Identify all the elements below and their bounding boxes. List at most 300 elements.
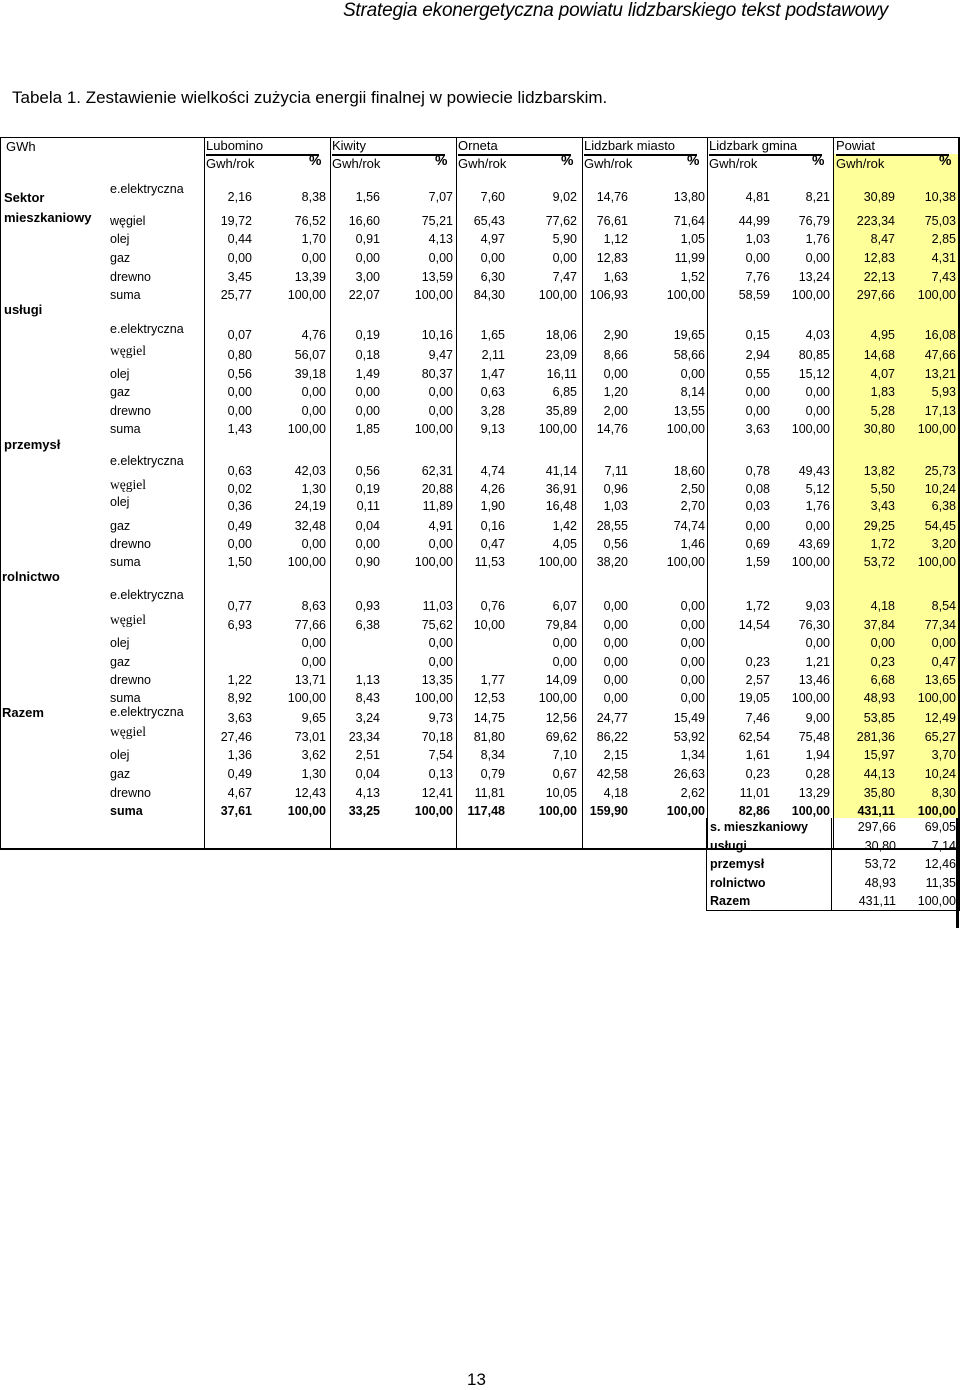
row-label-wegiel: węgiel xyxy=(110,612,146,627)
table-cell: 4,03 xyxy=(805,328,830,342)
table-cell: 65,27 xyxy=(924,730,956,744)
row-label-wegiel: węgiel xyxy=(110,214,146,228)
table-cell: 0,00 xyxy=(428,251,453,265)
table-cell: 3,43 xyxy=(870,499,895,513)
table-cell: 2,94 xyxy=(745,348,770,362)
table-cell: 0,00 xyxy=(603,655,628,669)
table-cell: 18,60 xyxy=(673,464,705,478)
table-cell: 13,55 xyxy=(673,404,705,418)
table-cell: 1,03 xyxy=(603,499,628,513)
table-cell: 0,00 xyxy=(680,673,705,687)
table-cell: 0,00 xyxy=(428,655,453,669)
table-cell: 0,00 xyxy=(301,385,326,399)
table-cell: 3,70 xyxy=(931,748,956,762)
table-cell: 4,74 xyxy=(480,464,505,478)
table-cell: 0,00 xyxy=(603,367,628,381)
summary-label: usługi xyxy=(710,838,747,853)
table-cell: 1,61 xyxy=(745,748,770,762)
table-cell: 0,00 xyxy=(805,636,830,650)
row-label-suma: suma xyxy=(110,555,141,569)
table-cell: 2,50 xyxy=(680,482,705,496)
table-cell: 44,13 xyxy=(863,767,895,781)
table-cell: 0,77 xyxy=(227,599,252,613)
table-cell: 281,36 xyxy=(856,730,895,744)
row-label-olej: olej xyxy=(110,232,130,246)
table-cell: 0,47 xyxy=(480,537,505,551)
table-cell: 6,07 xyxy=(552,599,577,613)
table-cell: 7,54 xyxy=(428,748,453,762)
table-cell: 0,19 xyxy=(355,482,380,496)
table-cell: 3,24 xyxy=(355,711,380,725)
table-cell: 1,72 xyxy=(745,599,770,613)
table-cell: 1,30 xyxy=(301,482,326,496)
table-cell: 100,00 xyxy=(287,804,326,818)
table-cell: 0,00 xyxy=(745,404,770,418)
table-cell: 25,77 xyxy=(220,288,252,302)
row-label-suma: suma xyxy=(110,422,141,436)
table-cell: 4,81 xyxy=(745,190,770,204)
table-cell: 100,00 xyxy=(666,555,705,569)
table-cell: 27,46 xyxy=(220,730,252,744)
table-cell: 42,58 xyxy=(596,767,628,781)
table-cell: 1,34 xyxy=(680,748,705,762)
table-cell: 100,00 xyxy=(414,804,453,818)
table-cell: 100,00 xyxy=(791,555,830,569)
table-cell: 0,00 xyxy=(603,618,628,632)
table-cell: 0,00 xyxy=(552,655,577,669)
table-cell: 3,28 xyxy=(480,404,505,418)
table-cell: 2,90 xyxy=(603,328,628,342)
table-cell: 75,62 xyxy=(421,618,453,632)
table-caption: Tabela 1. Zestawienie wielkości zużycia energii finalnej w powiecie lidzbarskim. xyxy=(12,88,608,107)
table-cell: 1,65 xyxy=(480,328,505,342)
table-cell: 76,61 xyxy=(596,214,628,228)
table-cell: 100,00 xyxy=(538,555,577,569)
table-cell: 30,80 xyxy=(863,422,895,436)
unit-header: Gwh/rok xyxy=(709,156,758,171)
table-cell: 6,30 xyxy=(480,270,505,284)
table-cell: 100,00 xyxy=(917,691,956,705)
table-cell: 75,03 xyxy=(924,214,956,228)
table-cell: 14,09 xyxy=(545,673,577,687)
table-cell: 10,00 xyxy=(473,618,505,632)
table-cell: 7,76 xyxy=(745,270,770,284)
table-cell: 9,73 xyxy=(428,711,453,725)
table-cell: 3,63 xyxy=(227,711,252,725)
table-cell: 13,80 xyxy=(673,190,705,204)
table-cell: 17,13 xyxy=(924,404,956,418)
city-header: Lidzbark gmina xyxy=(709,138,798,153)
table-cell: 77,62 xyxy=(545,214,577,228)
table-cell: 1,63 xyxy=(603,270,628,284)
table-cell: 0,02 xyxy=(227,482,252,496)
row-label-gaz: gaz xyxy=(110,519,131,533)
table-cell: 8,66 xyxy=(603,348,628,362)
table-cell: 15,97 xyxy=(863,748,895,762)
table-cell: 0,00 xyxy=(680,655,705,669)
percent-header: % xyxy=(687,152,700,168)
page-number: 13 xyxy=(467,1370,486,1389)
table-cell: 0,00 xyxy=(745,251,770,265)
table-cell: 0,00 xyxy=(428,404,453,418)
table-cell: 0,93 xyxy=(355,599,380,613)
section-label: rolnictwo xyxy=(2,569,60,584)
section-label: przemysł xyxy=(4,437,61,452)
row-label-olej: olej xyxy=(110,636,130,650)
table-cell: 100,00 xyxy=(917,422,956,436)
table-cell: 30,89 xyxy=(863,190,895,204)
table-cell: 4,18 xyxy=(603,786,628,800)
table-cell: 6,85 xyxy=(552,385,577,399)
unit-header: Gwh/rok xyxy=(584,156,633,171)
table-cell: 9,02 xyxy=(552,190,577,204)
summary-pct: 69,05 xyxy=(924,820,956,834)
table-cell: 62,31 xyxy=(421,464,453,478)
row-label-wegiel: węgiel xyxy=(110,343,146,358)
table-cell: 0,00 xyxy=(355,404,380,418)
row-label-drewno: drewno xyxy=(110,270,151,284)
table-cell: 100,00 xyxy=(538,422,577,436)
table-cell: 1,50 xyxy=(227,555,252,569)
table-cell: 0,00 xyxy=(805,404,830,418)
table-cell: 7,11 xyxy=(604,464,628,478)
table-cell: 100,00 xyxy=(917,804,956,818)
table-cell: 0,91 xyxy=(355,232,380,246)
table-cell: 18,06 xyxy=(545,328,577,342)
table-cell: 75,21 xyxy=(421,214,453,228)
table-cell: 23,09 xyxy=(545,348,577,362)
summary-value: 53,72 xyxy=(864,857,896,871)
table-cell: 33,25 xyxy=(348,804,380,818)
table-cell: 100,00 xyxy=(414,422,453,436)
table-cell: 10,16 xyxy=(421,328,453,342)
table-cell: 22,07 xyxy=(348,288,380,302)
table-cell: 0,44 xyxy=(227,232,252,246)
table-cell: 100,00 xyxy=(917,555,956,569)
table-cell: 7,43 xyxy=(931,270,956,284)
table-cell: 5,12 xyxy=(805,482,830,496)
table-cell: 4,31 xyxy=(931,251,956,265)
table-cell: 41,14 xyxy=(545,464,577,478)
table-cell: 1,56 xyxy=(355,190,380,204)
table-cell: 14,76 xyxy=(596,422,628,436)
city-header: Lubomino xyxy=(206,138,264,153)
table-cell: 1,94 xyxy=(805,748,830,762)
table-cell: 11,99 xyxy=(674,251,705,265)
table-cell: 100,00 xyxy=(287,555,326,569)
table-cell: 0,00 xyxy=(931,636,956,650)
table-cell: 2,11 xyxy=(481,348,505,362)
section-label-cont: mieszkaniowy xyxy=(4,210,92,225)
table-cell: 8,14 xyxy=(680,385,705,399)
table-cell: 10,24 xyxy=(924,767,956,781)
table-cell: 3,62 xyxy=(301,748,326,762)
table-cell: 37,61 xyxy=(220,804,252,818)
table-cell: 4,91 xyxy=(428,519,453,533)
row-label-elektryczna: e.elektryczna xyxy=(110,322,184,336)
row-label-wegiel: węgiel xyxy=(110,724,146,739)
table-cell: 0,36 xyxy=(227,499,252,513)
table-cell: 0,04 xyxy=(355,767,380,781)
row-label-olej: olej xyxy=(110,748,130,762)
table-cell: 8,63 xyxy=(301,599,326,613)
row-label-suma: suma xyxy=(110,288,141,302)
table-cell: 0,23 xyxy=(745,655,770,669)
table-cell: 223,34 xyxy=(856,214,895,228)
table-cell: 1,59 xyxy=(745,555,770,569)
table-cell: 8,92 xyxy=(227,691,252,705)
table-cell: 431,11 xyxy=(857,804,895,818)
table-cell: 7,60 xyxy=(480,190,505,204)
table-cell: 2,51 xyxy=(355,748,380,762)
table-cell: 1,47 xyxy=(480,367,505,381)
table-cell: 16,60 xyxy=(348,214,380,228)
table-cell: 9,47 xyxy=(428,348,453,362)
table-cell: 77,34 xyxy=(924,618,956,632)
table-cell: 14,54 xyxy=(738,618,770,632)
table-cell: 4,97 xyxy=(480,232,505,246)
table-cell: 54,45 xyxy=(924,519,956,533)
table-cell: 11,03 xyxy=(422,599,453,613)
table-cell: 53,92 xyxy=(673,730,705,744)
table-cell: 1,05 xyxy=(680,232,705,246)
document-header: Strategia ekonergetyczna powiatu lidzbarskiego tekst podstawowy xyxy=(342,0,888,21)
table-cell: 47,66 xyxy=(924,348,956,362)
table-cell: 0,15 xyxy=(745,328,770,342)
table-cell: 0,49 xyxy=(227,519,252,533)
table-cell: 100,00 xyxy=(791,422,830,436)
table-cell: 13,24 xyxy=(798,270,830,284)
table-cell: 4,67 xyxy=(227,786,252,800)
row-label-drewno: drewno xyxy=(110,404,151,418)
summary-pct: 12,46 xyxy=(924,857,956,871)
summary-value: 30,80 xyxy=(864,838,896,853)
table-cell: 0,96 xyxy=(603,482,628,496)
table-cell: 9,65 xyxy=(301,711,326,725)
table-cell: 6,38 xyxy=(355,618,380,632)
table-cell: 0,79 xyxy=(480,767,505,781)
table-cell: 8,30 xyxy=(931,786,956,800)
unit-header: Gwh/rok xyxy=(836,156,885,171)
table-cell: 100,00 xyxy=(414,555,453,569)
table-cell: 1,70 xyxy=(301,232,326,246)
table-cell: 0,00 xyxy=(603,599,628,613)
city-header: Lidzbark miasto xyxy=(584,138,676,153)
table-cell: 100,00 xyxy=(414,691,453,705)
table-cell: 2,00 xyxy=(603,404,628,418)
table-cell: 8,54 xyxy=(931,599,956,613)
table-cell: 0,67 xyxy=(552,767,577,781)
table-cell: 0,00 xyxy=(603,691,628,705)
city-header: Orneta xyxy=(458,138,498,153)
table-cell: 53,72 xyxy=(863,555,895,569)
table-cell: 0,00 xyxy=(552,636,577,650)
table-cell: 100,00 xyxy=(791,288,830,302)
table-cell: 0,00 xyxy=(680,367,705,381)
summary-value: 431,11 xyxy=(858,894,896,908)
table-cell: 75,48 xyxy=(798,730,830,744)
table-cell: 100,00 xyxy=(791,804,830,818)
table-cell: 1,20 xyxy=(603,385,628,399)
table-cell: 6,38 xyxy=(931,499,956,513)
summary-edge-rule xyxy=(956,818,959,928)
summary-label: przemysł xyxy=(710,857,765,871)
table-cell: 71,64 xyxy=(673,214,705,228)
table-cell: 1,30 xyxy=(301,767,326,781)
table-cell: 5,90 xyxy=(552,232,577,246)
table-cell: 35,89 xyxy=(545,404,577,418)
table-cell: 80,85 xyxy=(798,348,830,362)
table-cell: 3,00 xyxy=(355,270,380,284)
table-cell: 48,93 xyxy=(863,691,895,705)
table-cell: 76,79 xyxy=(798,214,830,228)
table-cell: 11,53 xyxy=(474,555,505,569)
table-cell: 8,43 xyxy=(355,691,380,705)
table-cell: 0,80 xyxy=(227,348,252,362)
table-cell: 13,21 xyxy=(924,367,956,381)
row-label-elektryczna: e.elektryczna xyxy=(110,705,184,719)
table-cell: 1,42 xyxy=(552,519,577,533)
table-cell: 20,88 xyxy=(421,482,453,496)
table-cell: 3,63 xyxy=(745,422,770,436)
row-label-drewno: drewno xyxy=(110,673,151,687)
table-cell: 26,63 xyxy=(673,767,705,781)
table-cell: 100,00 xyxy=(666,804,705,818)
table-cell: 12,43 xyxy=(294,786,326,800)
table-cell: 4,07 xyxy=(870,367,895,381)
row-label-suma: suma xyxy=(110,804,143,818)
table-cell: 0,47 xyxy=(931,655,956,669)
table-cell: 117,48 xyxy=(467,804,505,818)
table-cell: 12,56 xyxy=(545,711,577,725)
table-cell: 0,19 xyxy=(355,328,380,342)
table-cell: 37,84 xyxy=(863,618,895,632)
table-cell: 15,49 xyxy=(673,711,705,725)
table-cell: 19,65 xyxy=(673,328,705,342)
table-cell: 0,00 xyxy=(680,636,705,650)
table-cell: 9,00 xyxy=(805,711,830,725)
table-cell: 10,38 xyxy=(924,190,956,204)
table-cell: 1,83 xyxy=(870,385,895,399)
percent-header: % xyxy=(561,152,574,168)
table-cell: 28,55 xyxy=(596,519,628,533)
table-cell: 100,00 xyxy=(791,691,830,705)
table-cell: 0,08 xyxy=(745,482,770,496)
corner-label: GWh xyxy=(6,139,36,154)
table-cell: 100,00 xyxy=(538,804,577,818)
table-cell: 12,41 xyxy=(421,786,453,800)
summary-pct: 100,00 xyxy=(917,894,956,908)
table-cell: 0,00 xyxy=(355,385,380,399)
percent-header: % xyxy=(812,152,825,168)
table-cell: 13,46 xyxy=(798,673,830,687)
table-cell: 9,13 xyxy=(480,422,505,436)
table-cell: 0,00 xyxy=(227,385,252,399)
table-cell: 0,28 xyxy=(805,767,830,781)
table-cell: 38,20 xyxy=(596,555,628,569)
table-cell: 42,03 xyxy=(294,464,326,478)
summary-value: 297,66 xyxy=(857,820,896,834)
table-cell: 0,00 xyxy=(355,537,380,551)
table-cell: 0,00 xyxy=(680,599,705,613)
unit-header: Gwh/rok xyxy=(458,156,507,171)
table-cell: 2,57 xyxy=(745,673,770,687)
table-cell: 0,78 xyxy=(745,464,770,478)
table-cell: 4,05 xyxy=(552,537,577,551)
table-cell: 43,69 xyxy=(798,537,830,551)
table-cell: 12,53 xyxy=(473,691,505,705)
table-cell: 84,30 xyxy=(473,288,505,302)
table-cell: 0,00 xyxy=(301,537,326,551)
table-cell: 0,00 xyxy=(870,636,895,650)
table-cell: 0,00 xyxy=(805,519,830,533)
table-cell: 1,03 xyxy=(745,232,770,246)
table-cell: 0,00 xyxy=(227,251,252,265)
row-label-olej: olej xyxy=(110,367,130,381)
unit-header: Gwh/rok xyxy=(206,156,255,171)
table-cell: 0,56 xyxy=(355,464,380,478)
row-label-elektryczna: e.elektryczna xyxy=(110,454,184,468)
table-cell: 76,52 xyxy=(294,214,326,228)
table-cell: 10,05 xyxy=(545,786,577,800)
table-cell: 4,18 xyxy=(870,599,895,613)
row-label-gaz: gaz xyxy=(110,251,131,265)
table-cell: 1,49 xyxy=(355,367,380,381)
table-cell: 53,85 xyxy=(863,711,895,725)
table-cell: 24,77 xyxy=(596,711,628,725)
table-cell: 0,00 xyxy=(603,636,628,650)
table-cell: 6,68 xyxy=(870,673,895,687)
table-cell: 1,85 xyxy=(355,422,380,436)
table-cell: 1,72 xyxy=(870,537,895,551)
row-label-gaz: gaz xyxy=(110,655,131,669)
table-cell: 76,30 xyxy=(798,618,830,632)
table-cell: 7,46 xyxy=(745,711,770,725)
table-cell: 1,76 xyxy=(805,499,830,513)
section-label: usługi xyxy=(4,302,43,317)
table-cell: 0,00 xyxy=(680,691,705,705)
table-cell: 297,66 xyxy=(856,288,895,302)
table-cell: 0,00 xyxy=(480,251,505,265)
table-cell: 106,93 xyxy=(589,288,628,302)
table-cell: 12,49 xyxy=(924,711,956,725)
table-cell: 9,03 xyxy=(805,599,830,613)
row-label-suma: suma xyxy=(110,691,141,705)
summary-label: s. mieszkaniowy xyxy=(710,820,808,834)
table-cell: 0,00 xyxy=(603,673,628,687)
table-cell: 25,73 xyxy=(924,464,956,478)
table-cell: 65,43 xyxy=(473,214,505,228)
table-cell: 2,85 xyxy=(931,232,956,246)
table-cell: 11,89 xyxy=(422,499,453,513)
row-label-elektryczna: e.elektryczna xyxy=(110,588,184,602)
table-cell: 1,90 xyxy=(480,499,505,513)
table-cell: 0,11 xyxy=(356,499,380,513)
table-cell: 0,00 xyxy=(355,251,380,265)
table-cell: 11,81 xyxy=(474,786,505,800)
table-cell: 86,22 xyxy=(596,730,628,744)
table-cell: 0,00 xyxy=(301,636,326,650)
table-cell: 13,82 xyxy=(863,464,895,478)
table-cell: 1,77 xyxy=(480,673,505,687)
table-cell: 73,01 xyxy=(294,730,326,744)
table-cell: 24,19 xyxy=(294,499,326,513)
table-cell: 4,76 xyxy=(301,328,326,342)
table-cell: 0,69 xyxy=(745,537,770,551)
row-label-olej: olej xyxy=(110,495,130,509)
table-cell: 13,29 xyxy=(798,786,830,800)
table-cell: 10,24 xyxy=(924,482,956,496)
